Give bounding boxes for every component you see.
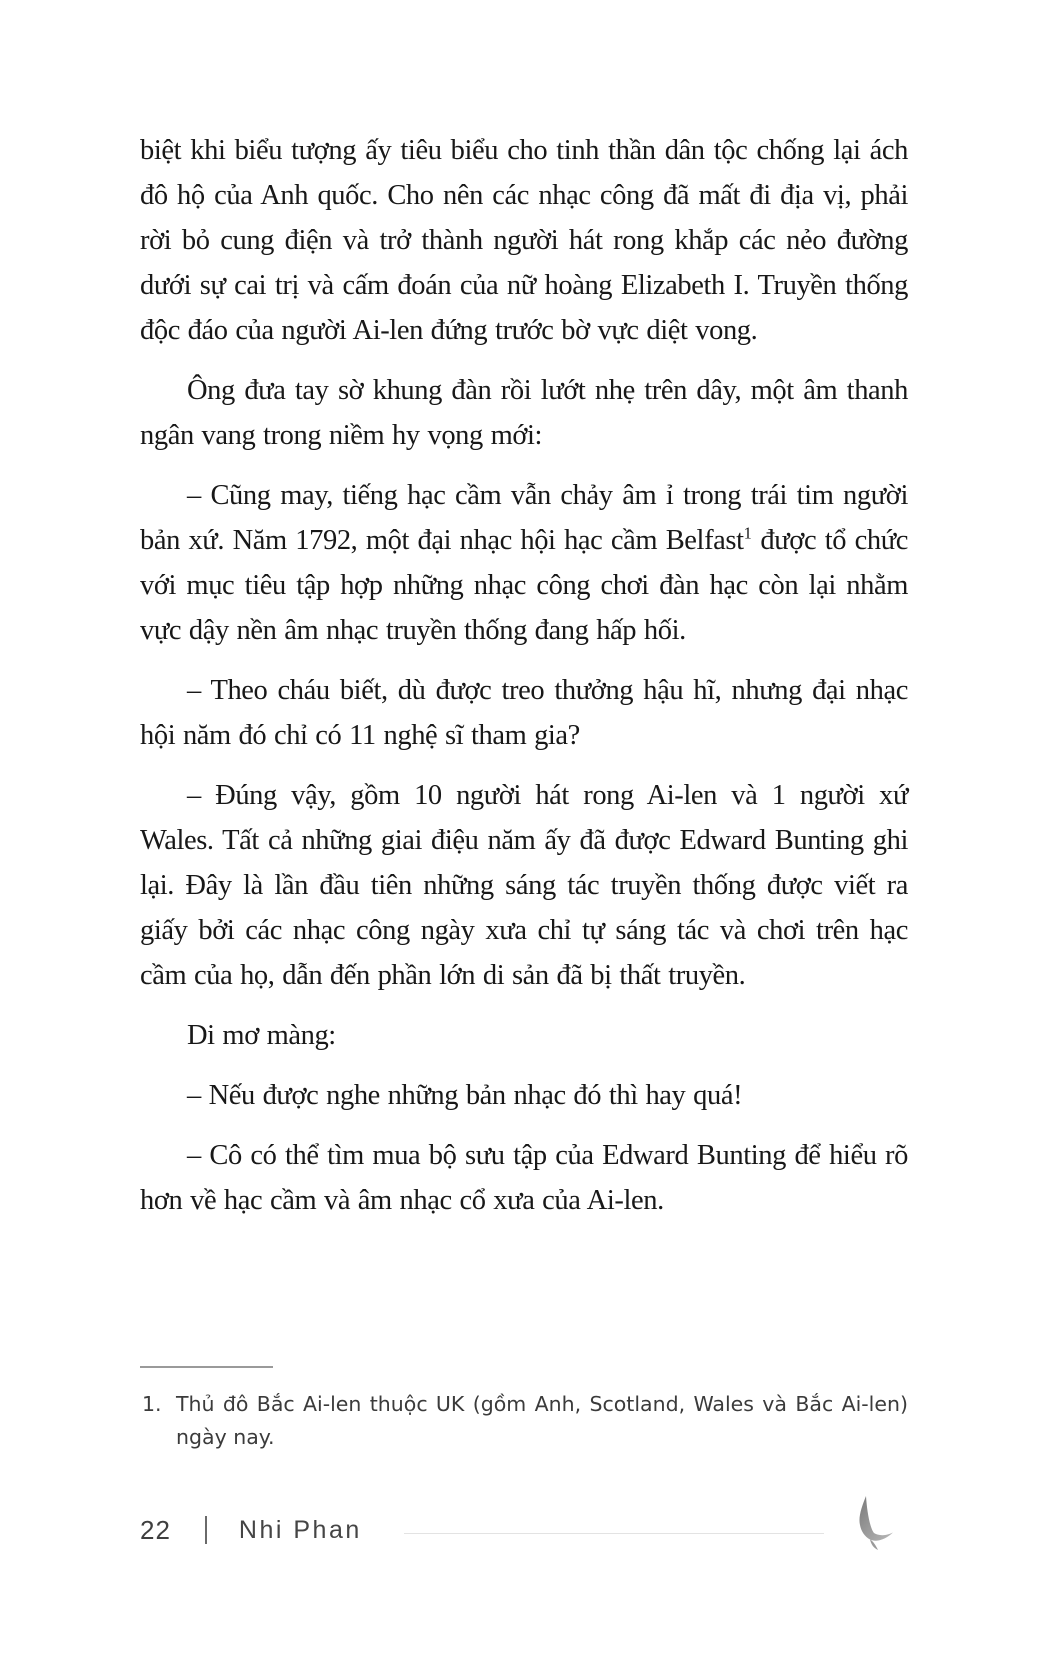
footer-divider	[205, 1516, 207, 1544]
footnote-ref-1: 1	[743, 523, 752, 543]
paragraph-text: được tổ chức với mục tiêu tập hợp những nhạc công chơi đàn hạc còn lại nhằm vực dậy nền âm nhạc truyền thống đang hấp hối.	[140, 525, 908, 646]
body-paragraph: – Đúng vậy, gồm 10 người hát rong Ai-len và 1 người xứ Wales. Tất cả những giai điệu năm ấy đã được Edward Bunting ghi lại. Đây là lần đầu tiên những sáng tác truyền thống được viết ra giấy bởi các nhạc công ngày xưa chỉ tự sáng tác và chơi trên hạc cầm của họ, dẫn đến phần lớn di sản đã bị thất truyền.	[140, 780, 908, 991]
footer-rule	[404, 1533, 824, 1534]
footnote	[140, 1388, 908, 1454]
footnote-marker: 1.	[142, 1392, 162, 1416]
page-footer	[140, 1506, 908, 1554]
footnote-block	[140, 1366, 908, 1454]
body-paragraph: – Nếu được nghe những bản nhạc đó thì hay quá!	[187, 1080, 743, 1111]
body-paragraph	[140, 473, 908, 653]
page-number: 22	[140, 1514, 171, 1545]
author-name: Nhi Phan	[238, 1515, 362, 1544]
footnote-text: Thủ đô Bắc Ai-len thuộc UK (gồm Anh, Scotland, Wales và Bắc Ai-len) ngày nay.	[176, 1392, 908, 1449]
flying-bird-icon	[852, 1494, 896, 1550]
body-paragraph: Di mơ màng:	[187, 1020, 336, 1051]
paragraph-text: – Cũng may, tiếng hạc cầm vẫn chảy âm ỉ trong trái tim người bản xứ. Năm 1792, một đại nhạc hội hạc cầm Belfast	[140, 480, 908, 556]
body-paragraph: – Theo cháu biết, dù được treo thưởng hậu hĩ, nhưng đại nhạc hội năm đó chỉ có 11 nghệ sĩ tham gia?	[140, 675, 908, 751]
footnote-separator	[140, 1366, 273, 1368]
body-paragraph: biệt khi biểu tượng ấy tiêu biểu cho tinh thần dân tộc chống lại ách đô hộ của Anh quốc. Cho nên các nhạc công đã mất đi địa vị, phải rời bỏ cung điện và trở thành người hát rong khắp các nẻo đường dưới sự cai trị và cấm đoán của nữ hoàng Elizabeth I. Truyền thống độc đáo của người Ai-len đứng trước bờ vực diệt vong.	[140, 135, 908, 346]
body-paragraph: – Cô có thể tìm mua bộ sưu tập của Edward Bunting để hiểu rõ hơn về hạc cầm và âm nhạc cổ xưa của Ai-len.	[140, 1140, 908, 1216]
body-text-block	[140, 128, 908, 1238]
body-paragraph: Ông đưa tay sờ khung đàn rồi lướt nhẹ trên dây, một âm thanh ngân vang trong niềm hy vọng mới:	[140, 375, 908, 451]
